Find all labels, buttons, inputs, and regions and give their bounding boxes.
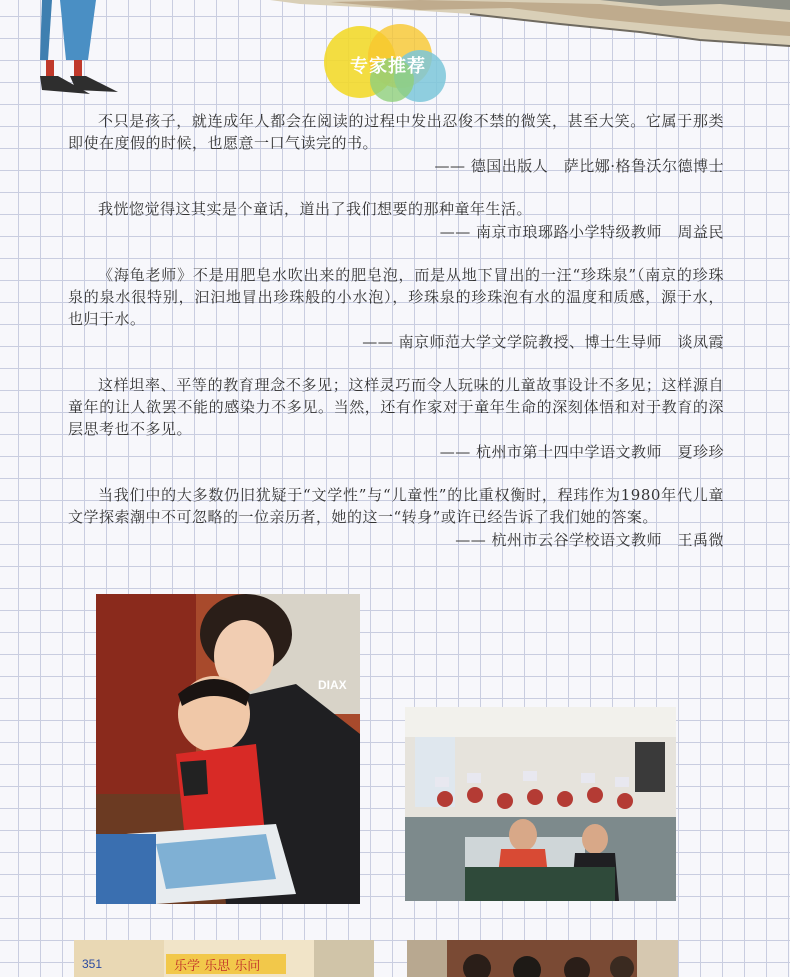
quote-text: 这样坦率、平等的教育理念不多见；这样灵巧而令人玩味的儿童故事设计不多见；这样源自童年的让人欲罢不能的感染力不多见。当然，还有作家对于童年生命的深刻体悟和对于教育的深层思考也不多见。 [68,376,724,438]
quote-attribution: —— 德国出版人 萨比娜·格鲁沃尔德博士 [434,157,724,175]
quote-list [68,110,724,572]
section-title: 专家推荐 [350,56,426,77]
shirt-text: DIAX [318,678,347,692]
quote-item [68,484,724,552]
quote-attribution: —— 杭州市云谷学校语文教师 王禹微 [455,531,724,549]
quote-item [68,264,724,354]
photo-bottom-left [74,940,374,977]
legs-illustration [40,0,118,94]
quote-item [68,110,724,178]
quote-text: 我恍惚觉得这其实是个童话，道出了我们想要的那种童年生活。 [98,200,533,218]
quote-item [68,374,724,464]
quote-item [68,198,724,244]
quote-attribution: —— 南京师范大学文学院教授、博士生导师 谈凤霞 [362,333,724,351]
quote-text: 《海龟老师》不是用肥皂水吹出来的肥皂泡，而是从地下冒出的一汪“珍珠泉”（南京的珍珠泉的泉水很特别，汩汩地冒出珍珠般的小水泡），珍珠泉的珍珠泡有水的温度和质感，源于水，也归于水。 [68,266,724,328]
quote-text: 当我们中的大多数仍旧犹疑于“文学性”与“儿童性”的比重权衡时，程玮作为1980年代儿童文学探索潮中不可忽略的一位亲历者，她的这一“转身”或许已经告诉了我们她的答案。 [68,486,724,526]
section-heading [318,14,458,110]
quote-text: 不只是孩子，就连成年人都会在阅读的过程中发出忍俊不禁的微笑，甚至大笑。它属于那类即使在度假的时候，也愿意一口气读完的书。 [68,112,724,152]
quote-attribution: —— 南京市琅琊路小学特级教师 周益民 [439,223,724,241]
photo-parent-child-reading [96,594,360,904]
photo-bottom-right [407,940,678,977]
photo-classroom [405,707,676,901]
quote-attribution: —— 杭州市第十四中学语文教师 夏珍珍 [439,443,724,461]
photo-number: 351 [82,957,103,971]
photo-sign-text: 乐学 乐思 乐问 [174,959,261,974]
